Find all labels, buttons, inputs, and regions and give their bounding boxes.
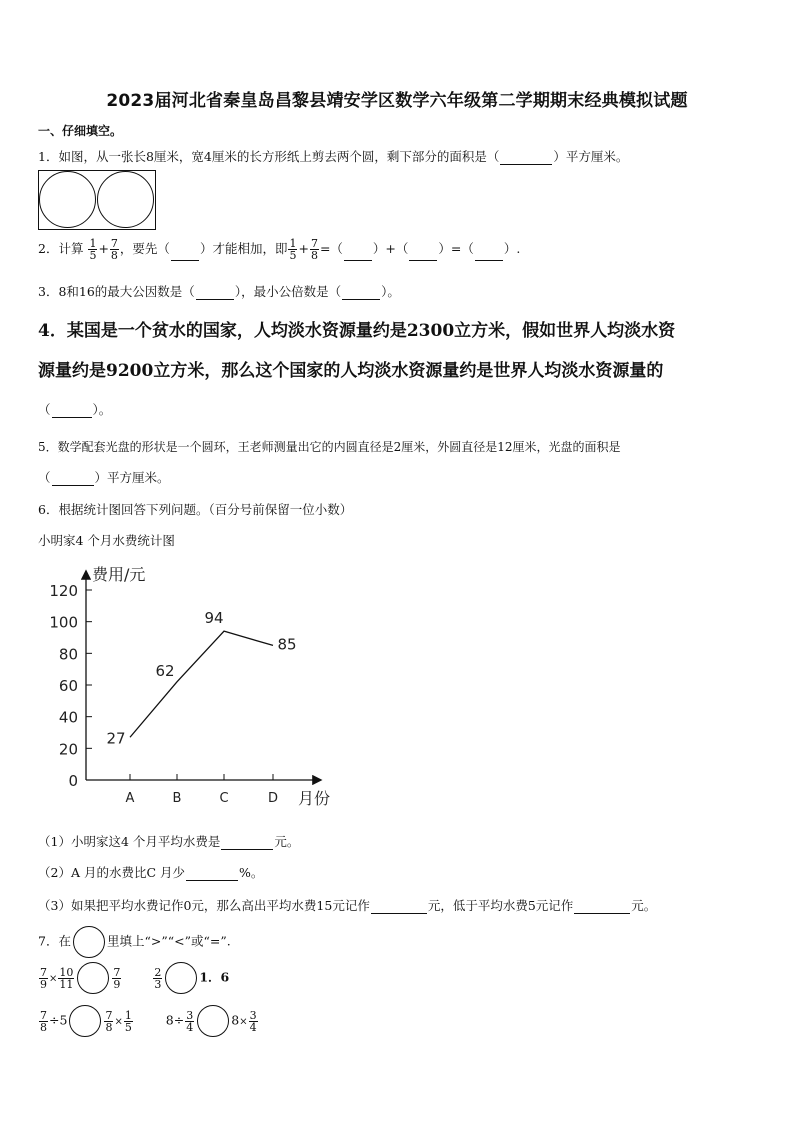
question-2: 2．计算 $\frac{1}{5}$ + $\frac{7}{8}$ ，要先（ ）才能相加，即 $\frac{1}{5}$ + $\frac{7}{8}$ =（ ）+（ ）=（ ）. [38,237,521,262]
answer-blank[interactable] [221,836,273,850]
fraction: $\frac{3}{4}$ [186,1008,194,1034]
page-title: 2023届河北省秦皇岛昌黎县靖安学区数学六年级第二学期期末经典模拟试题 [106,91,688,111]
x-tick-label: A [125,791,135,806]
fraction: $\frac{10}{11}$ [59,965,74,991]
question-6: 6．根据统计图回答下列问题。（百分号前保留一位小数） [38,502,353,517]
answer-blank[interactable] [196,286,234,300]
fraction: $\frac{3}{4}$ [249,1008,257,1034]
x-tick-label: C [219,791,229,806]
y-tick-label: 100 [49,613,78,632]
question-6-part-3: （3）如果把平均水费记作0元，那么高出平均水费15元记作 元，低于平均水费5元记作 元。 [38,898,657,913]
fraction: $\frac{7}{9}$ [113,965,121,991]
compare-row-2: $\frac{7}{8}$ ÷5 $\frac{7}{8}$ × $\frac{1}{5}$ 8÷ $\frac{3}{4}$ 8× $\frac{3}{4}$ [38,1005,259,1037]
water-fee-line-chart [30,560,370,810]
fraction: $\frac{1}{5}$ [124,1008,132,1034]
y-tick-label: 0 [68,772,78,790]
question-5-line-1: 5．数学配套光盘的形状是一个圆环，王老师测量出它的内圆直径是2厘米，外圆直径是12厘米，光盘的面积是 [38,440,621,454]
compare-circle[interactable] [77,962,109,994]
question-4-line-2: 源量约是9200立方米，那么这个国家的人均淡水资源量约是世界人均淡水资源量的 [38,361,664,381]
answer-blank[interactable] [371,900,427,914]
question-6-part-2: （2）A 月的水费比C 月少 %。 [38,865,264,880]
data-label: 62 [155,661,175,680]
question-1: 1．如图，从一张长8厘米，宽4厘米的长方形纸上剪去两个圆，剩下部分的面积是（ ）平方厘米。 [38,149,629,164]
answer-blank[interactable] [186,867,238,881]
question-3: 3．8和16的最大公因数是（ ），最小公倍数是（ ）。 [38,284,400,299]
fraction: $\frac{7}{9}$ [40,965,47,991]
x-tick-label: D [267,791,279,806]
fraction: $\frac{7}{8}$ [310,237,318,262]
data-label: 27 [106,729,126,748]
question-6-part-1: （1）小明家这4 个月平均水费是 元。 [38,834,300,849]
y-tick-label: 60 [58,677,78,695]
series-line [130,631,273,737]
question-4-line-3: （ ）。 [38,402,112,417]
question-7: 7．在 里填上“>”“<”或“=”. [38,926,231,958]
rectangle-figure [38,170,156,230]
fraction: $\frac{1}{5}$ [89,237,97,262]
answer-blank[interactable] [344,247,372,261]
chart-caption: 小明家4 个月水费统计图 [38,533,175,548]
x-tick-label: B [172,791,182,806]
compare-circle[interactable] [69,1005,101,1037]
data-label: 94 [204,609,224,628]
compare-circle[interactable] [73,926,105,958]
question-4-line-1: 4．某国是一个贫水的国家，人均淡水资源量约是2300立方米，假如世界人均淡水资 [38,321,676,341]
answer-blank[interactable] [574,900,630,914]
data-label: 85 [277,635,297,654]
fraction: $\frac{7}{8}$ [105,1008,113,1034]
answer-blank[interactable] [500,151,552,165]
y-tick-label: 80 [58,645,78,664]
answer-blank[interactable] [52,472,94,486]
fraction: $\frac{2}{3}$ [154,965,162,991]
y-tick-label: 40 [58,708,78,727]
answer-blank[interactable] [342,286,380,300]
fraction: $\frac{1}{5}$ [289,237,297,262]
question-5-line-2: （ ）平方厘米。 [38,470,170,485]
answer-blank[interactable] [475,247,503,261]
y-axis-label: 费用/元 [92,565,146,584]
x-axis-label: 月份 [298,789,331,808]
answer-blank[interactable] [52,404,92,418]
compare-circle[interactable] [197,1005,229,1037]
compare-circle[interactable] [165,962,197,994]
y-tick-label: 120 [49,582,78,600]
answer-blank[interactable] [171,247,199,261]
compare-row-1: $\frac{7}{9}$ × $\frac{10}{11}$ $\frac{7}{9}$ $\frac{2}{3}$ 1．6 [38,962,229,994]
circle-left [39,171,96,228]
fraction: $\frac{7}{8}$ [40,1008,47,1034]
fraction: $\frac{7}{8}$ [110,237,118,262]
circle-right [97,171,154,228]
answer-blank[interactable] [409,247,437,261]
y-tick-label: 20 [58,740,78,759]
section-heading: 一、仔细填空。 [38,124,123,138]
